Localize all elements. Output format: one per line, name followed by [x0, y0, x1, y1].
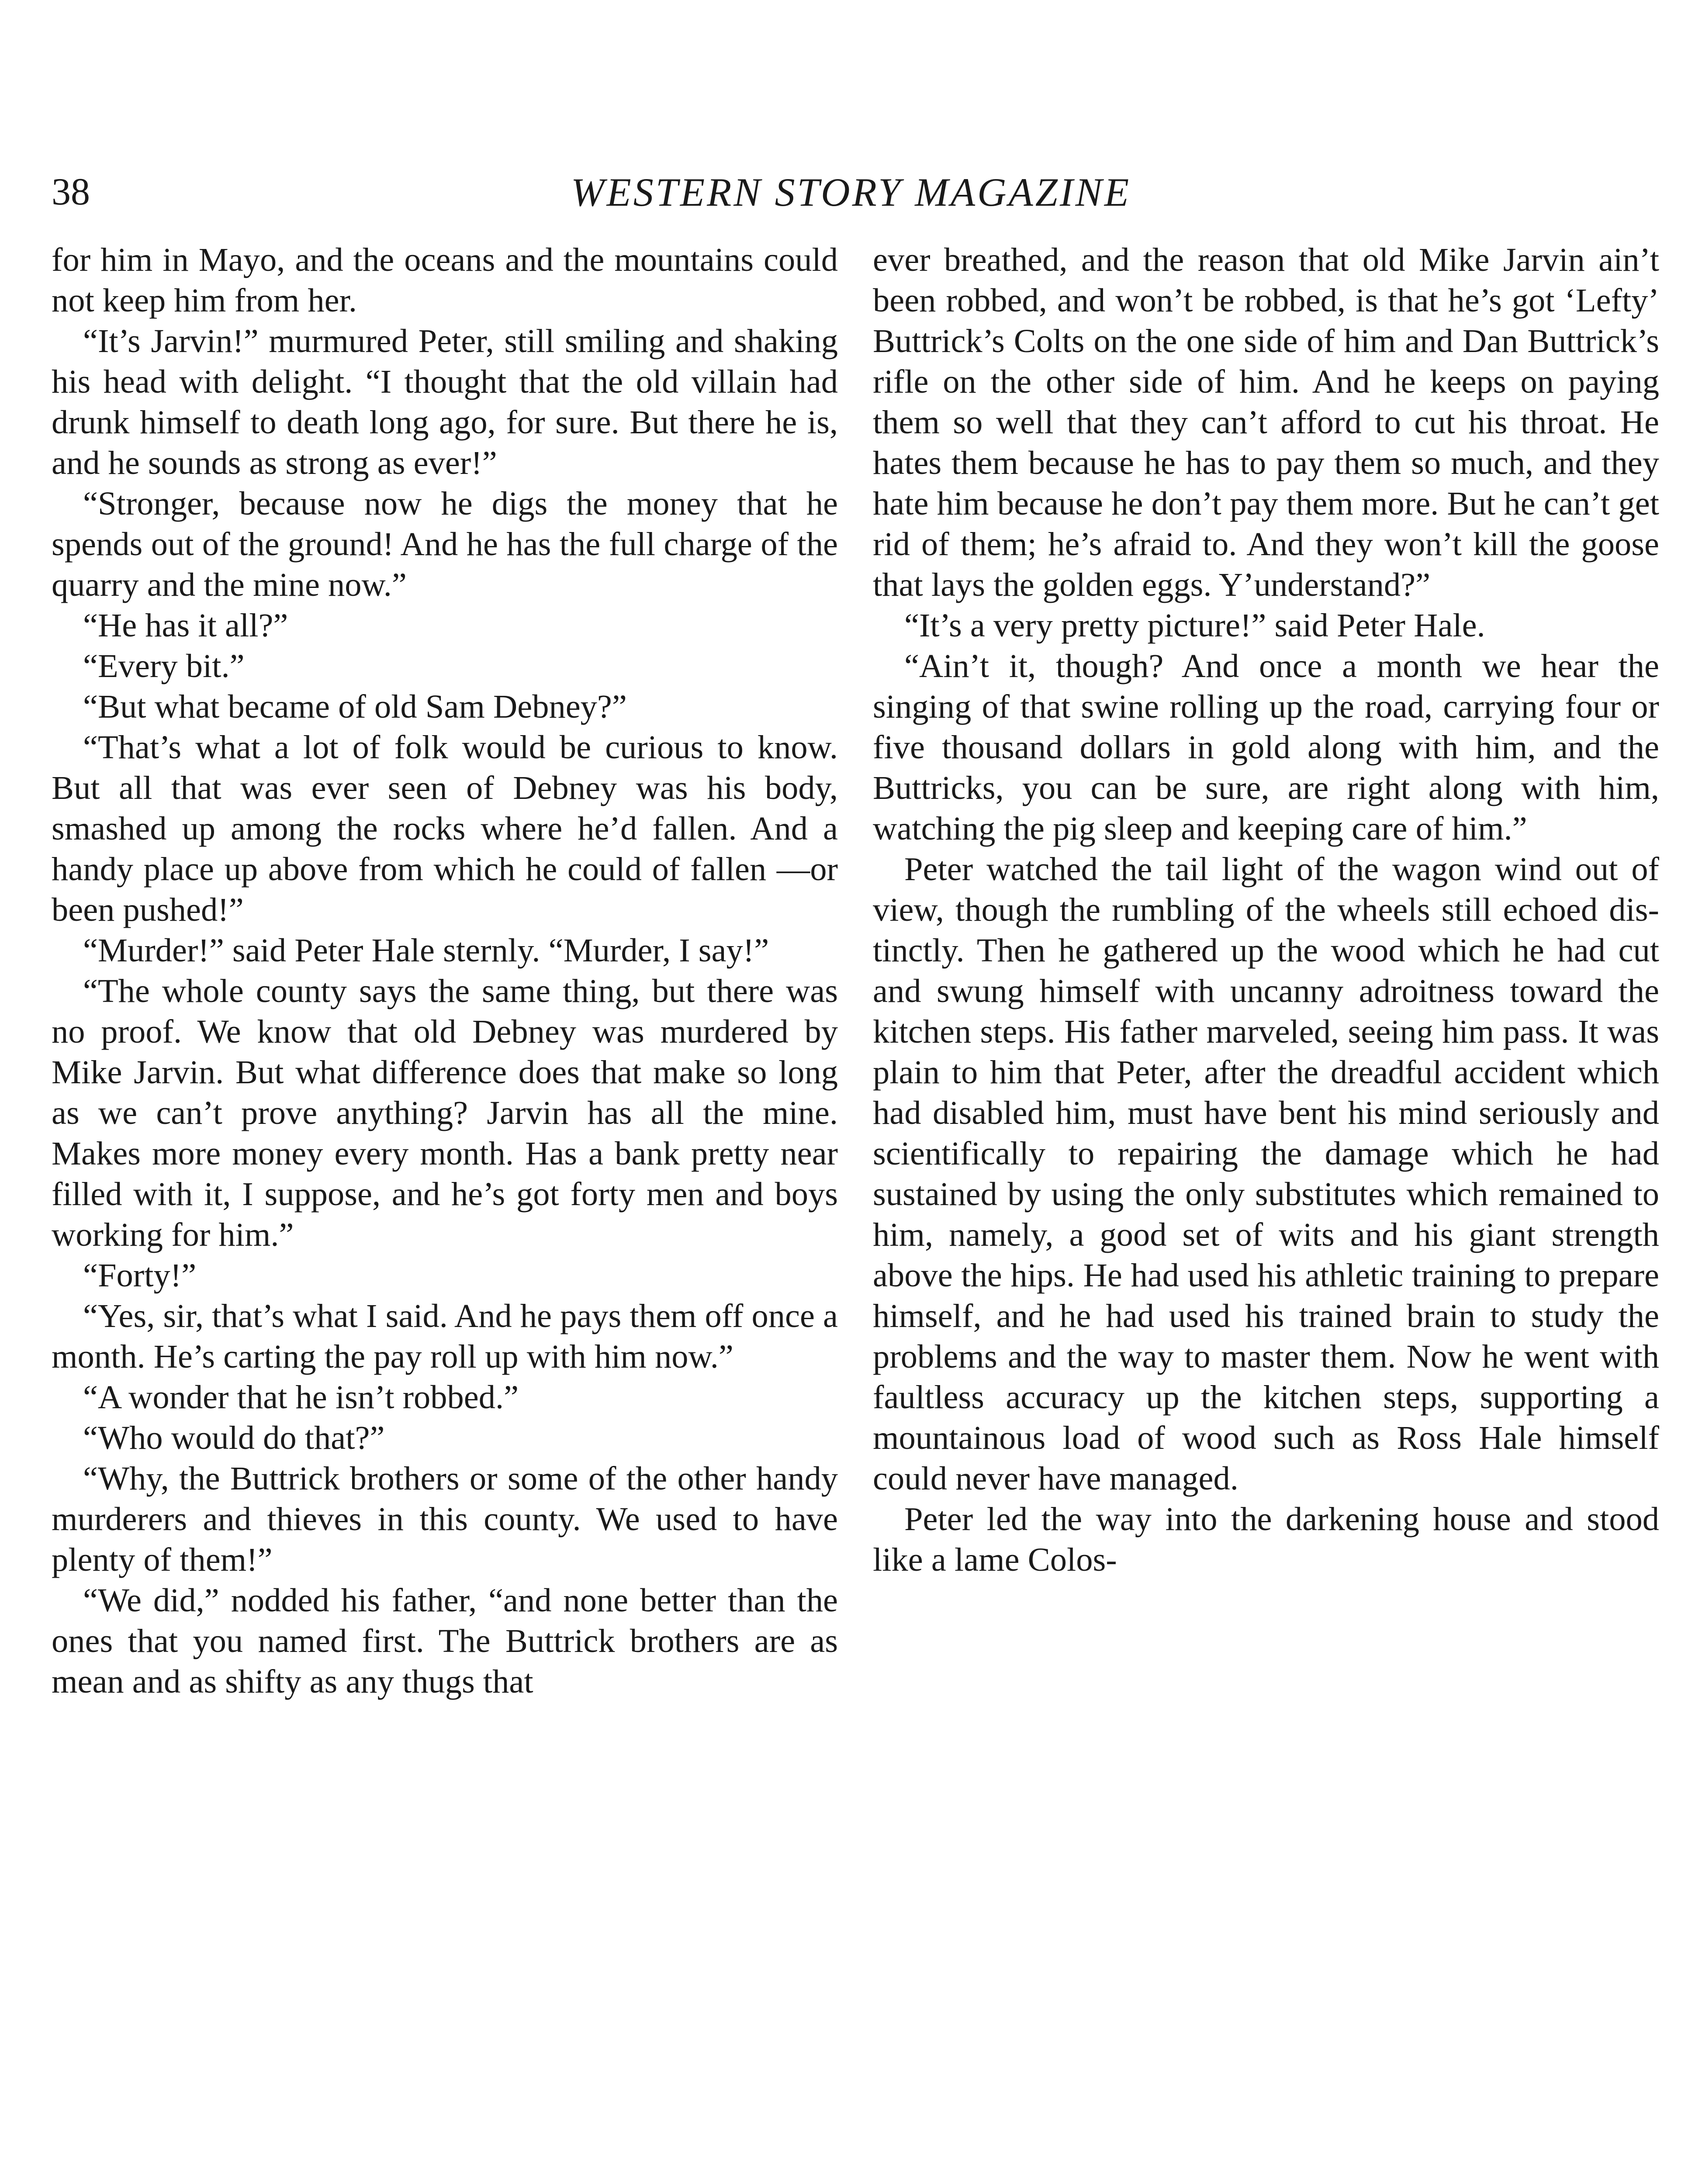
paragraph: “Why, the Buttrick brothers or some of the other handy murderers and thieves in this county. We used to have plenty of them!” — [52, 1460, 838, 1578]
paragraph: for him in Mayo, and the oceans and the mountains could not keep him from her. — [52, 241, 838, 319]
paragraph: “Stronger, because now he digs the money that he spends out of the ground! And he has the full charge of the quarry and the mine now.” — [52, 485, 838, 603]
paragraph: “It’s Jarvin!” murmured Peter, still smiling and shaking his head with delight. “I thought that the old villain had drunk himself to death long ago, for sure. But there he is, and he sounds as strong as ever!” — [52, 322, 838, 481]
paragraph: “Forty!” — [83, 1257, 197, 1294]
paragraph: “We did,” nodded his father, “and none better than the ones that you named first. The Buttrick brothers are as mean and as shifty as any thugs that — [52, 1582, 838, 1700]
paragraph: “It’s a very pretty picture!” said Peter Hale. — [904, 607, 1485, 644]
left-column — [52, 239, 838, 1702]
paragraph: “The whole county says the same thing, but there was no proof. We know that old Debney was murdered by Mike Jarvin. But what difference does that make so long as we can’t prove anything? Jarvin has all the mine. Makes more money every month. Has a bank pretty near filled with it, I suppose, and he’s got forty men and boys working for him.” — [52, 972, 838, 1253]
right-column — [873, 239, 1659, 1580]
paragraph: “Murder!” said Peter Hale sternly. “Murder, I say!” — [83, 932, 769, 969]
paragraph: Peter led the way into the darkening house and stood like a lame Colos- — [873, 1500, 1659, 1578]
paragraph: “Every bit.” — [83, 647, 245, 684]
paragraph: “Who would do that?” — [83, 1419, 385, 1456]
paragraph: “A wonder that he isn’t robbed.” — [83, 1379, 519, 1416]
paragraph: “But what became of old Sam Debney?” — [83, 688, 627, 725]
paragraph: “Ain’t it, though? And once a month we hear the singing of that swine rolling up the road, carrying four or five thousand dollars in gold along with him, and the Buttricks, you can be sure, are right along with him, watching the pig sleep and keeping care of him.” — [873, 647, 1659, 847]
paragraph: ever breathed, and the reason that old Mike Jarvin ain’t been robbed, and won’t be robbed, is that he’s got ‘Lefty’ Buttrick’s Colts on the one side of him and Dan Buttrick’s rifle on the other side of him. And he keeps on paying them so well that they can’t afford to cut his throat. He hates them because he has to pay them so much, and they hate him because he don’t pay them more. But he can’t get rid of them; he’s afraid to. And they won’t kill the goose that lays the golden eggs. Y’understand?” — [873, 241, 1659, 603]
page-header — [52, 166, 1650, 227]
page-number: 38 — [52, 171, 90, 213]
paragraph: Peter watched the tail light of the wagon wind out of view, though the rumbling of the wheels still echoed distinctly. Then he gathered up the wood which he had cut and swung himself with uncanny adroitness toward the kitchen steps. His father marveled, seeing him pass. It was plain to him that Peter, after the dreadful accident which had disabled him, must have bent his mind seriously and scientifically to repairing the damage which he had sustained by using the only substitutes which remained to him, namely, a good set of wits and his giant strength above the hips. He had used his athletic training to prepare himself, and he had used his trained brain to study the problems and the way to master them. Now he went with faultless accuracy up the kitchen steps, supporting a mountainous load of wood such as Ross Hale himself could never have managed. — [873, 850, 1659, 1497]
paragraph: “He has it all?” — [83, 607, 288, 644]
paragraph: “Yes, sir, that’s what I said. And he pays them off once a month. He’s carting the pay roll up with him now.” — [52, 1297, 838, 1375]
paragraph: “That’s what a lot of folk would be curious to know. But all that was ever seen of Debney was his body, smashed up among the rocks where he’d fallen. And a handy place up above from which he could of fallen —or been pushed!” — [52, 729, 838, 928]
running-title: WESTERN STORY MAGAZINE — [571, 170, 1131, 214]
